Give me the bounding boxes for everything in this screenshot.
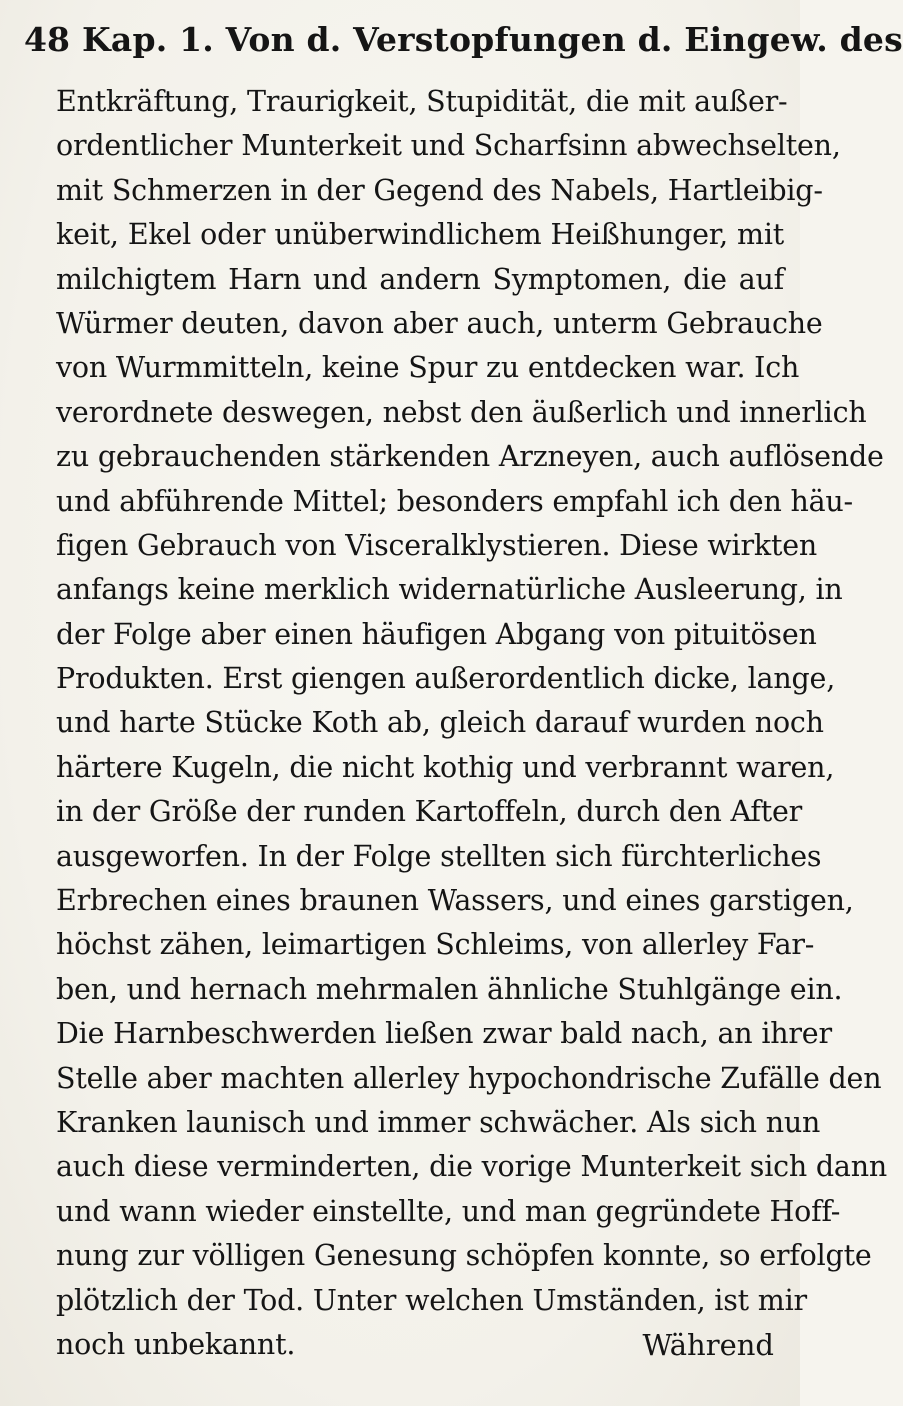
text-line: ordentlicher Munterkeit und Scharfsinn abwechselten, — [56, 129, 841, 163]
text-line: ben, und hernach mehrmalen ähnliche Stuhlgänge ein. — [56, 972, 843, 1006]
text-line: ausgeworfen. In der Folge stellten sich fürchterliches — [56, 839, 822, 873]
page-header — [0, 12, 903, 72]
text-line: anfangs keine merklich widernatürliche Ausleerung, in — [56, 573, 843, 607]
text-line: milchigtem Harn und andern Symptomen, die auf — [56, 262, 784, 296]
catchword: Während — [642, 1328, 774, 1362]
text-line: noch unbekannt. — [56, 1327, 296, 1361]
body-text — [56, 80, 888, 1367]
text-line: plötzlich der Tod. Unter welchen Umständen, ist mir — [56, 1283, 807, 1317]
text-line: der Folge aber einen häufigen Abgang von pituitösen — [56, 617, 817, 651]
text-line: Würmer deuten, davon aber auch, unterm Gebrauche — [56, 306, 823, 340]
text-line: nung zur völligen Genesung schöpfen konnte, so erfolgte — [56, 1239, 872, 1273]
text-line: Produkten. Erst giengen außerordentlich dicke, lange, — [56, 662, 836, 696]
text-line: mit Schmerzen in der Gegend des Nabels, Hartleibig- — [56, 173, 823, 207]
text-line: keit, Ekel oder unüberwindlichem Heißhunger, mit — [56, 218, 784, 252]
text-line: und wann wieder einstellte, und man gegründete Hoff- — [56, 1194, 841, 1228]
page-number: 48 — [24, 20, 70, 59]
text-line: Erbrechen eines braunen Wassers, und eines garstigen, — [56, 884, 854, 918]
text-line: in der Größe der runden Kartoffeln, durch den After — [56, 795, 803, 829]
text-line: zu gebrauchenden stärkenden Arzneyen, auch auflösende — [56, 440, 884, 474]
text-line: härtere Kugeln, die nicht kothig und verbrannt waren, — [56, 750, 835, 784]
text-line: Die Harnbeschwerden ließen zwar bald nach, an ihrer — [56, 1017, 832, 1051]
text-line: Entkräftung, Traurigkeit, Stupidität, die mit außer- — [56, 85, 788, 118]
text-line: und harte Stücke Koth ab, gleich darauf wurden noch — [56, 706, 824, 740]
text-line: verordnete deswegen, nebst den äußerlich und innerlich — [56, 395, 867, 429]
text-line: von Wurmmitteln, keine Spur zu entdecken war. Ich — [56, 351, 800, 385]
text-line: höchst zähen, leimartigen Schleims, von allerley Far- — [56, 928, 815, 962]
text-line: auch diese verminderten, die vorige Munterkeit sich dann — [56, 1150, 888, 1184]
text-line: Kranken launisch und immer schwächer. Als sich nun — [56, 1105, 821, 1139]
text-line: und abführende Mittel; besonders empfahl ich den häu- — [56, 484, 853, 518]
text-line: figen Gebrauch von Visceralklystieren. Diese wirkten — [56, 528, 818, 562]
text-line: Stelle aber machten allerley hypochondrische Zufälle den — [56, 1061, 882, 1095]
running-head: Kap. 1. Von d. Verstopfungen d. Eingew. des — [82, 20, 903, 59]
